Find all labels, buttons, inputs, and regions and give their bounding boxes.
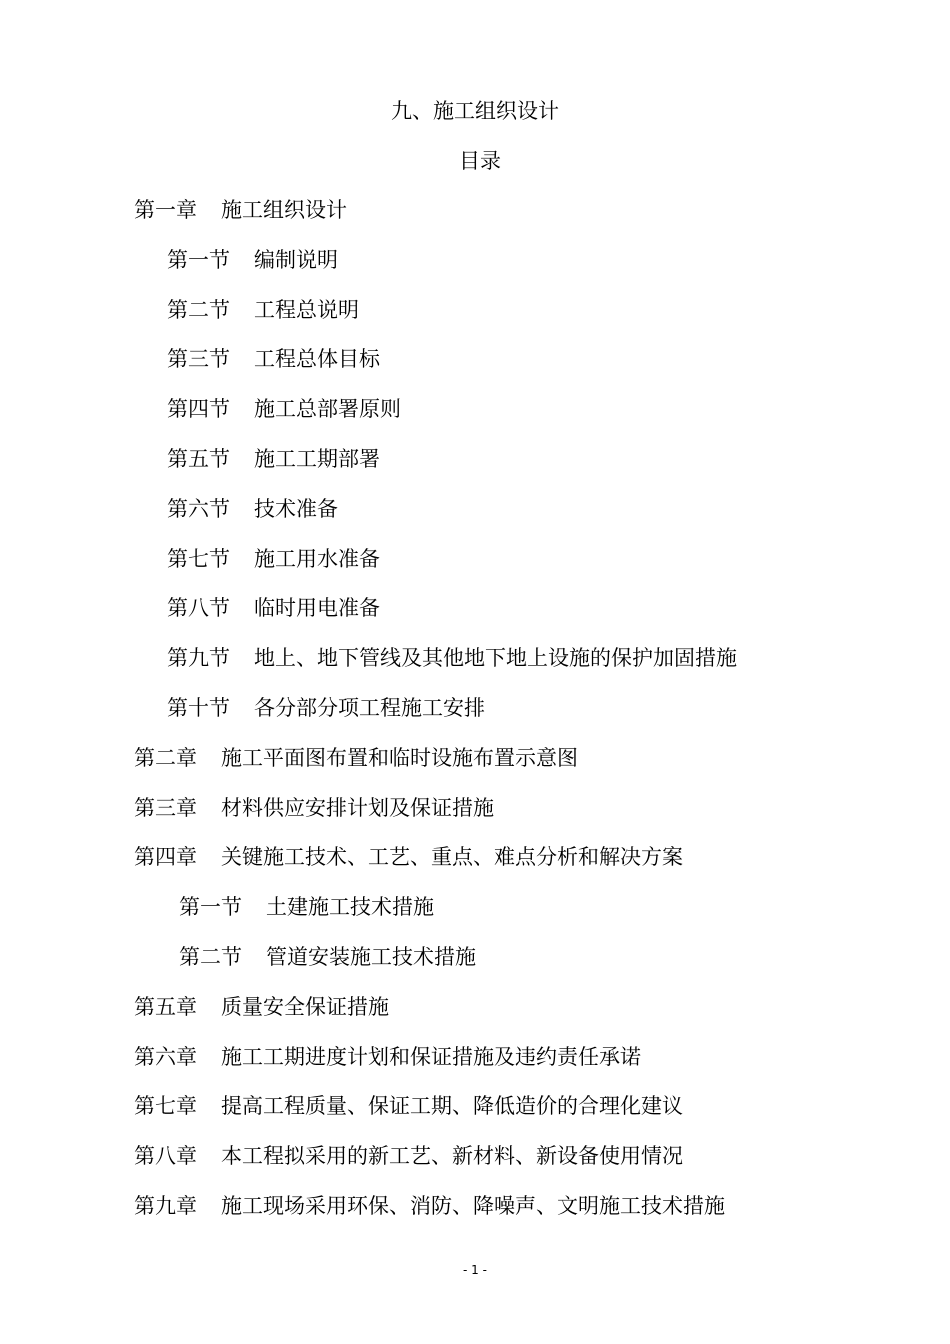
toc-entry-title: 工程总体目标: [254, 347, 380, 372]
toc-entry-number: 第一节: [179, 895, 242, 920]
toc-entry-title: 临时用电准备: [254, 596, 380, 621]
toc-entry-number: 第四节: [167, 397, 230, 422]
toc-entry-title: 施工工期部署: [254, 446, 380, 471]
toc-entry-number: 第七章: [134, 1094, 197, 1119]
toc-section-entry: [0, 295, 950, 345]
toc-chapter-entry: [0, 1042, 950, 1092]
toc-section-entry: [0, 942, 950, 992]
toc-entry-title: 施工现场采用环保、消防、降噪声、文明施工技术措施: [221, 1193, 725, 1218]
toc-entry-number: 第十节: [167, 695, 230, 720]
toc-section-entry: [0, 693, 950, 743]
toc-entry-number: 第八节: [167, 596, 230, 621]
table-of-contents: [0, 195, 950, 1241]
toc-entry-title: 施工总部署原则: [254, 397, 401, 422]
toc-section-entry: [0, 444, 950, 494]
toc-section-entry: [0, 245, 950, 295]
toc-chapter-entry: [0, 743, 950, 793]
toc-entry-number: 第三章: [134, 795, 197, 820]
toc-entry-number: 第一节: [167, 247, 230, 272]
toc-section-entry: [0, 544, 950, 594]
toc-section-entry: [0, 643, 950, 693]
toc-entry-number: 第二节: [179, 944, 242, 969]
toc-section-entry: [0, 892, 950, 942]
toc-section-entry: [0, 494, 950, 544]
toc-entry-title: 各分部分项工程施工安排: [254, 695, 485, 720]
toc-entry-number: 第二章: [134, 745, 197, 770]
toc-entry-title: 材料供应安排计划及保证措施: [221, 795, 494, 820]
toc-entry-title: 施工平面图布置和临时设施布置示意图: [221, 745, 578, 770]
toc-section-entry: [0, 344, 950, 394]
toc-entry-title: 土建施工技术措施: [266, 895, 434, 920]
toc-entry-title: 施工工期进度计划和保证措施及违约责任承诺: [221, 1044, 641, 1069]
toc-entry-number: 第八章: [134, 1144, 197, 1169]
toc-chapter-entry: [0, 1191, 950, 1241]
toc-chapter-entry: [0, 992, 950, 1042]
toc-entry-number: 第一章: [134, 198, 197, 222]
toc-entry-title: 地上、地下管线及其他地下地上设施的保护加固措施: [254, 646, 737, 671]
toc-entry-title: 提高工程质量、保证工期、降低造价的合理化建议: [221, 1094, 683, 1119]
toc-entry-number: 第五章: [134, 994, 197, 1019]
toc-chapter-entry: [0, 793, 950, 843]
toc-chapter-entry: [0, 842, 950, 892]
toc-entry-number: 第三节: [167, 347, 230, 372]
toc-entry-number: 第六节: [167, 496, 230, 521]
toc-chapter-entry: [0, 1091, 950, 1141]
document-title: 九、施工组织设计: [391, 99, 559, 123]
page-number: - 1 -: [463, 1263, 487, 1277]
toc-entry-number: 第五节: [167, 446, 230, 471]
toc-chapter-entry: [0, 195, 950, 245]
toc-entry-number: 第九章: [134, 1193, 197, 1218]
toc-entry-number: 第九节: [167, 646, 230, 671]
toc-section-entry: [0, 593, 950, 643]
toc-entry-number: 第六章: [134, 1044, 197, 1069]
toc-entry-number: 第四章: [134, 845, 197, 870]
toc-entry-number: 第二节: [167, 297, 230, 322]
toc-entry-title: 编制说明: [254, 247, 338, 272]
toc-chapter-entry: [0, 1141, 950, 1191]
toc-entry-title: 施工组织设计: [221, 198, 347, 222]
toc-entry-title: 管道安装施工技术措施: [266, 944, 476, 969]
toc-entry-title: 工程总说明: [254, 297, 359, 322]
toc-entry-number: 第七节: [167, 546, 230, 571]
toc-entry-title: 技术准备: [254, 496, 338, 521]
toc-section-entry: [0, 394, 950, 444]
toc-entry-title: 质量安全保证措施: [221, 994, 389, 1019]
toc-entry-title: 施工用水准备: [254, 546, 380, 571]
toc-heading: 目录: [459, 149, 501, 173]
toc-entry-title: 关键施工技术、工艺、重点、难点分析和解决方案: [221, 845, 683, 870]
toc-entry-title: 本工程拟采用的新工艺、新材料、新设备使用情况: [221, 1144, 683, 1169]
